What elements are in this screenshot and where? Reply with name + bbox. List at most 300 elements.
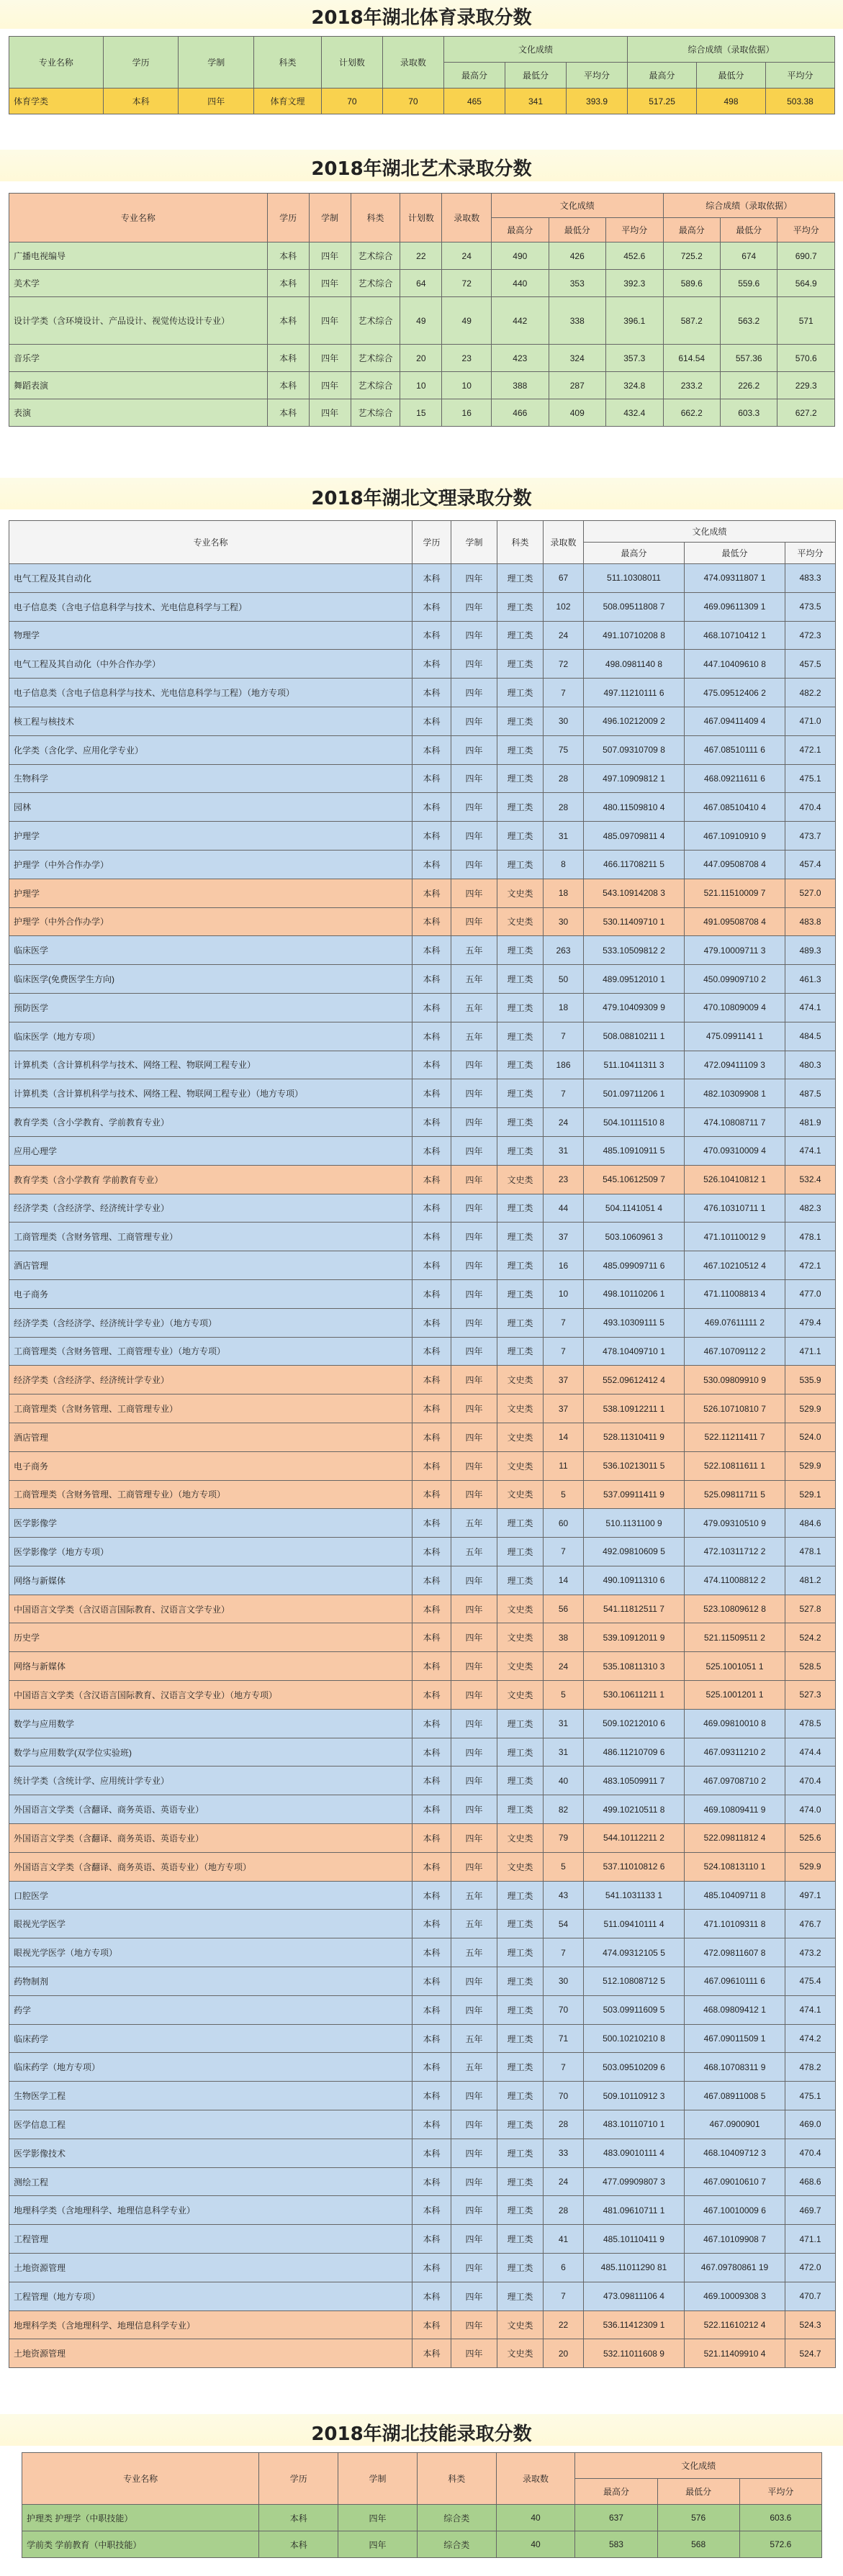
header-total-max: 最高分 — [663, 218, 720, 242]
table-row — [9, 1566, 836, 1595]
major-name-cell: 电子信息类（含电子信息科学与技术、光电信息科学与工程）（地方专项） — [9, 679, 413, 707]
table-cell: 483.09010111 4 — [584, 2139, 685, 2167]
table-cell: 485.10110411 9 — [584, 2225, 685, 2254]
table-cell: 589.6 — [663, 270, 720, 297]
table-cell: 本科 — [413, 1910, 451, 1938]
table-cell: 471.10110012 9 — [685, 1223, 785, 1251]
table-cell: 5 — [544, 1852, 584, 1881]
table-cell: 理工类 — [497, 2110, 544, 2139]
header-culture: 文化成绩 — [443, 37, 627, 63]
table-cell: 476.7 — [785, 1910, 836, 1938]
table-cell: 文史类 — [497, 1165, 544, 1194]
table-cell: 557.36 — [720, 345, 777, 372]
table-cell: 31 — [544, 822, 584, 851]
major-name-cell: 电子信息类（含电子信息科学与技术、光电信息科学与工程） — [9, 592, 413, 621]
table-cell: 本科 — [267, 270, 309, 297]
table-cell: 229.3 — [777, 372, 835, 399]
table-cell: 529.9 — [785, 1852, 836, 1881]
table-cell: 473.7 — [785, 822, 836, 851]
table-cell: 综合类 — [417, 2505, 496, 2531]
table-row — [9, 564, 836, 593]
table-cell: 522.10811611 1 — [685, 1451, 785, 1480]
major-name-cell: 网络与新媒体 — [9, 1652, 413, 1681]
major-name-cell: 医学影像学 — [9, 1509, 413, 1538]
table-cell: 468.09809412 1 — [685, 1995, 785, 2024]
table-cell: 28 — [544, 793, 584, 822]
table-cell: 64 — [400, 270, 442, 297]
table-cell: 理工类 — [497, 1881, 544, 1910]
table-cell: 472.10311712 2 — [685, 1538, 785, 1566]
table-cell: 理工类 — [497, 1194, 544, 1223]
table-cell: 525.09811711 5 — [685, 1480, 785, 1509]
table-row — [9, 2225, 836, 2254]
table-cell: 529.1 — [785, 1480, 836, 1509]
skill-title: 2018年湖北技能录取分数 — [311, 2423, 532, 2445]
table-cell: 471.1 — [785, 1337, 836, 1366]
table-cell: 7 — [544, 1022, 584, 1051]
table-cell: 四年 — [451, 707, 497, 735]
table-cell: 本科 — [413, 621, 451, 650]
table-cell: 357.3 — [606, 345, 664, 372]
table-cell: 522.09811812 4 — [685, 1824, 785, 1853]
table-row — [9, 879, 836, 907]
table-cell: 四年 — [451, 1681, 497, 1710]
table-cell: 文史类 — [497, 2310, 544, 2339]
major-name-cell: 美术学 — [9, 270, 268, 297]
table-cell: 24 — [544, 2167, 584, 2196]
table-cell: 7 — [544, 2053, 584, 2082]
header-edu: 学历 — [259, 2453, 338, 2505]
table-cell: 475.1 — [785, 764, 836, 793]
table-cell: 690.7 — [777, 242, 835, 270]
table-cell: 四年 — [179, 89, 254, 114]
table-cell: 432.4 — [606, 399, 664, 427]
table-cell: 理工类 — [497, 2139, 544, 2167]
table-cell: 485.09909711 6 — [584, 1251, 685, 1280]
table-cell: 498.0981140 8 — [584, 650, 685, 679]
table-cell: 理工类 — [497, 679, 544, 707]
table-cell: 527.3 — [785, 1681, 836, 1710]
major-name-cell: 应用心理学 — [9, 1136, 413, 1165]
table-cell: 509.10212010 6 — [584, 1709, 685, 1738]
table-cell: 470.7 — [785, 2282, 836, 2310]
table-cell: 文史类 — [497, 879, 544, 907]
major-name-cell: 园林 — [9, 793, 413, 822]
major-name-cell: 工程管理 — [9, 2225, 413, 2254]
header-culture-min: 最低分 — [657, 2479, 739, 2505]
table-cell: 529.9 — [785, 1451, 836, 1480]
major-name-cell: 预防医学 — [9, 993, 413, 1022]
table-cell: 485.09709811 4 — [584, 822, 685, 851]
table-cell: 四年 — [451, 1795, 497, 1824]
table-cell: 理工类 — [497, 793, 544, 822]
table-cell: 本科 — [413, 1136, 451, 1165]
header-admit: 录取数 — [496, 2453, 575, 2505]
table-cell: 467.10010009 6 — [685, 2196, 785, 2225]
major-name-cell: 医学影像学（地方专项） — [9, 1538, 413, 1566]
table-row — [9, 707, 836, 735]
header-type: 科类 — [497, 521, 544, 564]
table-cell: 22 — [400, 242, 442, 270]
major-name-cell: 护理类 护理学（中职技能） — [22, 2505, 259, 2531]
table-cell: 本科 — [413, 965, 451, 994]
table-cell: 本科 — [267, 297, 309, 345]
major-name-cell: 临床药学（地方专项） — [9, 2053, 413, 2082]
major-name-cell: 临床医学(免费医学生方向) — [9, 965, 413, 994]
table-cell: 本科 — [413, 1566, 451, 1595]
table-cell: 478.1 — [785, 1223, 836, 1251]
header-total-min: 最低分 — [697, 63, 766, 89]
major-name-cell: 电子商务 — [9, 1451, 413, 1480]
header-years: 学制 — [338, 2453, 418, 2505]
table-cell: 468.10409712 3 — [685, 2139, 785, 2167]
table-cell: 16 — [544, 1251, 584, 1280]
table-cell: 474.2 — [785, 2024, 836, 2053]
table-cell: 469.09810010 8 — [685, 1709, 785, 1738]
table-cell: 四年 — [451, 1652, 497, 1681]
table-cell: 四年 — [338, 2505, 418, 2531]
table-cell: 文史类 — [497, 1451, 544, 1480]
table-cell: 10 — [442, 372, 492, 399]
table-cell: 四年 — [451, 564, 497, 593]
table-cell: 23 — [544, 1165, 584, 1194]
table-cell: 本科 — [413, 2110, 451, 2139]
table-cell: 452.6 — [606, 242, 664, 270]
table-cell: 43 — [544, 1881, 584, 1910]
table-cell: 470.09310009 4 — [685, 1136, 785, 1165]
table-cell: 理工类 — [497, 822, 544, 851]
table-cell: 186 — [544, 1051, 584, 1079]
table-cell: 475.1 — [785, 2082, 836, 2110]
table-row — [9, 936, 836, 965]
table-cell: 文史类 — [497, 907, 544, 936]
table-cell: 本科 — [259, 2531, 338, 2558]
table-cell: 481.9 — [785, 1108, 836, 1137]
table-cell: 四年 — [451, 2196, 497, 2225]
table-cell: 本科 — [413, 1995, 451, 2024]
table-cell: 四年 — [451, 1366, 497, 1394]
table-cell: 521.11510009 7 — [685, 879, 785, 907]
header-culture: 文化成绩 — [492, 194, 663, 218]
table-cell: 四年 — [451, 1079, 497, 1108]
table-cell: 理工类 — [497, 1051, 544, 1079]
table-cell: 理工类 — [497, 621, 544, 650]
table-cell: 四年 — [451, 1308, 497, 1337]
table-cell: 7 — [544, 1308, 584, 1337]
table-row — [9, 2282, 836, 2310]
table-cell: 287 — [549, 372, 605, 399]
major-name-cell: 网络与新媒体 — [9, 1566, 413, 1595]
table-cell: 72 — [544, 650, 584, 679]
major-name-cell: 酒店管理 — [9, 1423, 413, 1451]
table-cell: 本科 — [413, 850, 451, 879]
table-cell: 572.6 — [739, 2531, 821, 2558]
header-type: 科类 — [351, 194, 400, 242]
table-cell: 6 — [544, 2254, 584, 2282]
table-row — [9, 1538, 836, 1566]
table-cell: 理工类 — [497, 1967, 544, 1996]
table-cell: 本科 — [267, 372, 309, 399]
header-culture-min: 最低分 — [685, 543, 785, 564]
table-cell: 524.2 — [785, 1623, 836, 1652]
table-cell: 理工类 — [497, 2282, 544, 2310]
table-cell: 467.08510111 6 — [685, 735, 785, 764]
table-cell: 文史类 — [497, 2339, 544, 2368]
table-cell: 233.2 — [663, 372, 720, 399]
header-total: 综合成绩（录取依据） — [628, 37, 835, 63]
major-name-cell: 计算机类（含计算机科学与技术、网络工程、物联网工程专业） — [9, 1051, 413, 1079]
table-cell: 理工类 — [497, 564, 544, 593]
table-cell: 338 — [549, 297, 605, 345]
table-cell: 324 — [549, 345, 605, 372]
table-cell: 38 — [544, 1623, 584, 1652]
table-cell: 79 — [544, 1824, 584, 1853]
table-cell: 535.10811310 3 — [584, 1652, 685, 1681]
table-cell: 467.08911008 5 — [685, 2082, 785, 2110]
header-culture-avg: 平均分 — [739, 2479, 821, 2505]
table-cell: 28 — [544, 764, 584, 793]
table-cell: 五年 — [451, 2053, 497, 2082]
table-cell: 503.09510209 6 — [584, 2053, 685, 2082]
table-cell: 理工类 — [497, 1251, 544, 1280]
table-cell: 本科 — [413, 707, 451, 735]
table-cell: 70 — [544, 2082, 584, 2110]
table-cell: 526.10410812 1 — [685, 1165, 785, 1194]
table-cell: 四年 — [451, 1279, 497, 1308]
table-cell: 艺术综合 — [351, 372, 400, 399]
table-cell: 485.11011290 81 — [584, 2254, 685, 2282]
table-cell: 本科 — [413, 1251, 451, 1280]
table-row — [9, 1223, 836, 1251]
table-row — [9, 2339, 836, 2368]
table-cell: 263 — [544, 936, 584, 965]
table-cell: 理工类 — [497, 965, 544, 994]
table-cell: 603.3 — [720, 399, 777, 427]
table-cell: 533.10509812 2 — [584, 936, 685, 965]
table-cell: 499.10210511 8 — [584, 1795, 685, 1824]
table-cell: 536.10213011 5 — [584, 1451, 685, 1480]
major-name-cell: 数学与应用数学 — [9, 1709, 413, 1738]
table-cell: 478.10409710 1 — [584, 1337, 685, 1366]
table-cell: 469.10009308 3 — [685, 2282, 785, 2310]
table-cell: 四年 — [451, 2082, 497, 2110]
table-cell: 563.2 — [720, 297, 777, 345]
table-cell: 本科 — [413, 936, 451, 965]
table-cell: 500.10210210 8 — [584, 2024, 685, 2053]
table-cell: 50 — [544, 965, 584, 994]
table-cell: 67 — [544, 564, 584, 593]
table-cell: 28 — [544, 2196, 584, 2225]
table-cell: 本科 — [103, 89, 179, 114]
table-cell: 理工类 — [497, 2196, 544, 2225]
major-name-cell: 学前类 学前教育（中职技能） — [22, 2531, 259, 2558]
major-name-cell: 工商管理类（含财务管理、工商管理专业）（地方专项） — [9, 1337, 413, 1366]
table-cell: 31 — [544, 1738, 584, 1767]
table-cell: 536.11412309 1 — [584, 2310, 685, 2339]
table-cell: 478.1 — [785, 1538, 836, 1566]
table-cell: 508.09511808 7 — [584, 592, 685, 621]
table-cell: 四年 — [451, 2139, 497, 2167]
table-cell: 7 — [544, 679, 584, 707]
table-cell: 四年 — [338, 2531, 418, 2558]
table-cell: 466.11708211 5 — [584, 850, 685, 879]
table-row — [9, 89, 835, 114]
table-cell: 四年 — [309, 372, 351, 399]
table-row — [9, 621, 836, 650]
table-cell: 496.10212009 2 — [584, 707, 685, 735]
table-row — [9, 1136, 836, 1165]
major-name-cell: 生物科学 — [9, 764, 413, 793]
major-name-cell: 眼视光学医学 — [9, 1910, 413, 1938]
table-row — [9, 1051, 836, 1079]
table-cell: 18 — [544, 993, 584, 1022]
major-name-cell: 临床药学 — [9, 2024, 413, 2053]
header-culture: 文化成绩 — [584, 521, 836, 543]
table-cell: 理工类 — [497, 1709, 544, 1738]
table-cell: 392.3 — [606, 270, 664, 297]
table-cell: 24 — [544, 621, 584, 650]
table-cell: 综合类 — [417, 2531, 496, 2558]
table-cell: 15 — [400, 399, 442, 427]
table-cell: 70 — [382, 89, 443, 114]
header-culture: 文化成绩 — [575, 2453, 822, 2479]
table-cell: 五年 — [451, 1509, 497, 1538]
table-cell: 527.0 — [785, 879, 836, 907]
table-cell: 本科 — [413, 1652, 451, 1681]
table-cell: 465 — [443, 89, 505, 114]
table-cell: 471.0 — [785, 707, 836, 735]
table-cell: 理工类 — [497, 1022, 544, 1051]
table-cell: 409 — [549, 399, 605, 427]
table-cell: 四年 — [451, 1194, 497, 1223]
table-row — [9, 1165, 836, 1194]
table-cell: 473.5 — [785, 592, 836, 621]
table-cell: 理工类 — [497, 1108, 544, 1137]
table-cell: 559.6 — [720, 270, 777, 297]
table-cell: 481.2 — [785, 1566, 836, 1595]
header-culture-max: 最高分 — [492, 218, 549, 242]
table-cell: 理工类 — [497, 764, 544, 793]
header-culture-avg: 平均分 — [785, 543, 836, 564]
table-cell: 四年 — [451, 679, 497, 707]
table-row — [9, 1251, 836, 1280]
table-cell: 22 — [544, 2310, 584, 2339]
table-cell: 469.7 — [785, 2196, 836, 2225]
table-cell: 538.10912211 1 — [584, 1394, 685, 1423]
table-cell: 本科 — [413, 879, 451, 907]
table-cell: 本科 — [413, 1824, 451, 1853]
table-cell: 本科 — [413, 1366, 451, 1394]
header-total-max: 最高分 — [628, 63, 697, 89]
major-name-cell: 土地资源管理 — [9, 2339, 413, 2368]
table-cell: 11 — [544, 1451, 584, 1480]
table-cell: 理工类 — [497, 2167, 544, 2196]
table-cell: 四年 — [451, 2254, 497, 2282]
table-cell: 本科 — [413, 2082, 451, 2110]
table-cell: 五年 — [451, 1022, 497, 1051]
table-row — [9, 1279, 836, 1308]
table-cell: 37 — [544, 1223, 584, 1251]
general-title: 2018年湖北文理录取分数 — [311, 488, 532, 509]
table-cell: 四年 — [451, 1136, 497, 1165]
table-cell: 70 — [321, 89, 382, 114]
major-name-cell: 地理科学类（含地理科学、地理信息科学专业） — [9, 2196, 413, 2225]
table-cell: 503.09911609 5 — [584, 1995, 685, 2024]
table-row — [9, 1308, 836, 1337]
table-cell: 486.11210709 6 — [584, 1738, 685, 1767]
table-cell: 467.09708710 2 — [685, 1767, 785, 1795]
table-cell: 490 — [492, 242, 549, 270]
table-cell: 49 — [400, 297, 442, 345]
table-cell: 四年 — [451, 1051, 497, 1079]
table-cell: 576 — [657, 2505, 739, 2531]
table-cell: 102 — [544, 592, 584, 621]
table-cell: 四年 — [451, 1967, 497, 1996]
major-name-cell: 化学类（含化学、应用化学专业） — [9, 735, 413, 764]
table-cell: 理工类 — [497, 1509, 544, 1538]
table-row — [9, 1451, 836, 1480]
table-cell: 490.10911310 6 — [584, 1566, 685, 1595]
header-culture-max: 最高分 — [575, 2479, 657, 2505]
table-cell: 474.09312105 5 — [584, 1938, 685, 1967]
table-cell: 四年 — [451, 1852, 497, 1881]
table-cell: 541.1031133 1 — [584, 1881, 685, 1910]
major-name-cell: 设计学类（含环境设计、产品设计、视觉传达设计专业） — [9, 297, 268, 345]
table-cell: 四年 — [451, 1595, 497, 1623]
table-cell: 本科 — [413, 2339, 451, 2368]
table-cell: 504.1141051 4 — [584, 1194, 685, 1223]
major-name-cell: 临床医学（地方专项） — [9, 1022, 413, 1051]
table-cell: 487.5 — [785, 1079, 836, 1108]
major-name-cell: 测绘工程 — [9, 2167, 413, 2196]
table-cell: 本科 — [413, 1079, 451, 1108]
table-cell: 本科 — [413, 2139, 451, 2167]
table-row — [9, 1480, 836, 1509]
major-name-cell: 护理学（中外合作办学） — [9, 850, 413, 879]
table-cell: 40 — [496, 2505, 575, 2531]
major-name-cell: 工商管理类（含财务管理、工商管理专业） — [9, 1394, 413, 1423]
table-cell: 理工类 — [497, 1538, 544, 1566]
table-cell: 476.10310711 1 — [685, 1194, 785, 1223]
table-cell: 470.4 — [785, 793, 836, 822]
general-table — [9, 520, 836, 2368]
table-cell: 528.5 — [785, 1652, 836, 1681]
table-cell: 478.2 — [785, 2053, 836, 2082]
major-name-cell: 经济学类（含经济学、经济统计学专业） — [9, 1194, 413, 1223]
table-cell: 31 — [544, 1709, 584, 1738]
table-cell: 483.10509911 7 — [584, 1767, 685, 1795]
table-cell: 本科 — [413, 1967, 451, 1996]
table-cell: 388 — [492, 372, 549, 399]
table-row — [9, 1852, 836, 1881]
table-cell: 492.09810609 5 — [584, 1538, 685, 1566]
table-cell: 497.11210111 6 — [584, 679, 685, 707]
table-cell: 483.3 — [785, 564, 836, 593]
table-cell: 本科 — [267, 399, 309, 427]
major-name-cell: 历史学 — [9, 1623, 413, 1652]
sports-table — [9, 36, 835, 114]
table-row — [9, 242, 835, 270]
table-cell: 本科 — [267, 345, 309, 372]
table-cell: 10 — [544, 1279, 584, 1308]
table-cell: 四年 — [451, 1767, 497, 1795]
table-cell: 447.10409610 8 — [685, 650, 785, 679]
major-name-cell: 医学影像技术 — [9, 2139, 413, 2167]
table-cell: 545.10612509 7 — [584, 1165, 685, 1194]
table-cell: 447.09508708 4 — [685, 850, 785, 879]
header-admit: 录取数 — [382, 37, 443, 89]
table-cell: 20 — [400, 345, 442, 372]
